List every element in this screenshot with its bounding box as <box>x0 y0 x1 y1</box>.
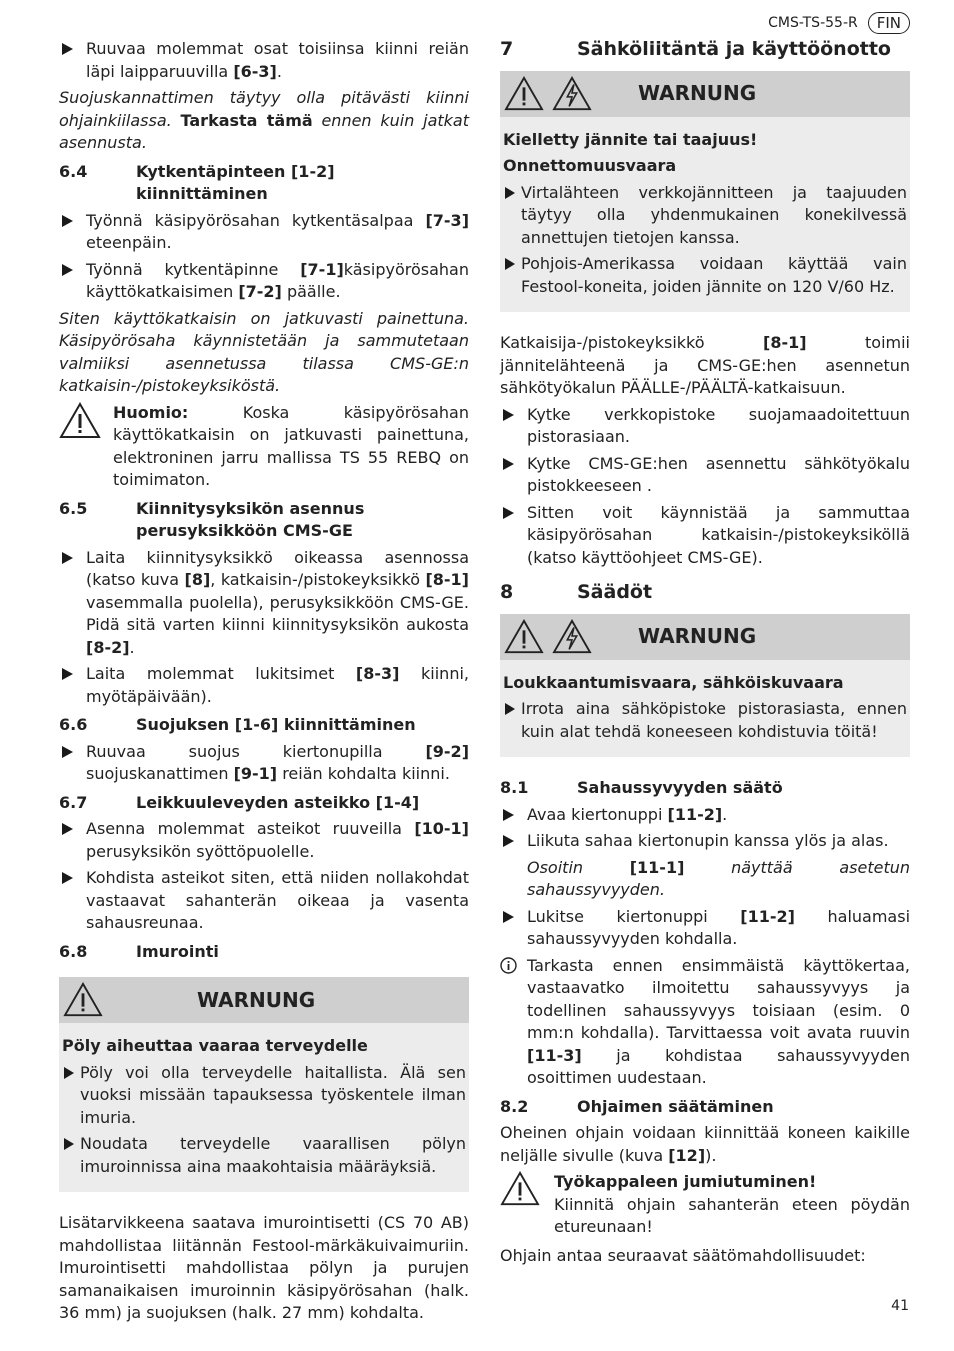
warning-triangle-icon <box>504 619 544 655</box>
info-note: Tarkasta ennen ensimmäistä käyttökertaa, vastaavatko ilmoitettu sahaussyvyys ja todellinen sahaussyvyys toisiaan (esim. 0 mm:n kohdalla). Tarvittaessa voit avata ruuvin [11-3] ja kohdistaa sahaussyvyyden osoittimen uudestaan. <box>500 955 910 1090</box>
warning-heading: Kielletty jännite tai taajuus! <box>503 129 758 149</box>
warning-subheading: Onnettomuusvaara <box>503 156 677 175</box>
list-item: Laita molemmat lukitsimet [8-3] kiinni, myötäpäivään). <box>59 663 469 708</box>
right-column <box>500 28 910 1271</box>
list-item: Noudata terveydelle vaarallisen pölyn imuroinnissa aina maakohtaisia määräyksiä. <box>62 1133 466 1178</box>
section-heading-6-7: 6.7 Leikkuuleveyden asteikko [1-4] <box>59 792 420 812</box>
list-item: Laita kiinnitysyksikkö oikeassa asennossa (katso kuva [8], katkaisin-/pistokeyksikkö [8-1] vasemmalla puolella), perusyksikköön CMS-GE. Pidä sitä varten kiinni kiinnitysyksikön aukosta [8-2]. <box>59 547 469 660</box>
list-item: Liikuta sahaa kiertonupin kanssa ylös ja alas. <box>500 830 910 853</box>
warning-triangle-icon <box>59 402 113 492</box>
paragraph: Lisätarvikkeena saatava imurointisetti (CS 70 AB) mahdollistaa liitännän Festool-märkäkuivaimuriin. Imurointisetti mahdollistaa pölyn ja purujen samanaikaisen imuroinnin käsipyörösahan (halk. 36 mm) ja suojuksen (halk. 27 mm) kohdalta. <box>59 1213 469 1322</box>
warning-box <box>500 614 910 758</box>
paragraph: Oheinen ohjain voidaan kiinnittää koneen kaikille neljälle sivulle (kuva [12]). <box>500 1123 910 1165</box>
section-heading-8: 8 Säädöt <box>500 581 653 603</box>
left-column <box>59 38 469 1329</box>
list-item: Asenna molemmat asteikot ruuveilla [10-1] perusyksikön syöttöpuolelle. <box>59 818 469 863</box>
list-item: Pöly voi olla terveydelle haitallista. Älä sen vuoksi missään tapauksessa työskentele ilman imuria. <box>62 1062 466 1130</box>
list-item: Kytke verkkopistoke suojamaadoitettuun pistorasiaan. <box>500 404 910 449</box>
warning-box <box>59 977 469 1192</box>
paragraph: Katkaisija-/pistokeyksikkö [8-1] toimii jännitelähteenä ja CMS-GE:hen asennetun sähkötyökalun PÄÄLLE-/PÄÄLTÄ-katkaisuun. <box>500 333 910 397</box>
paragraph: Ohjain antaa seuraavat säätömahdollisuudet: <box>500 1245 866 1265</box>
list-item: Ruuvaa suojus kiertonupilla [9-2] suojuskanattimen [9-1] reiän kohdalta kiinni. <box>59 741 469 786</box>
warning-header <box>59 977 469 1023</box>
list-item: Irrota aina sähköpistoke pistorasiasta, ennen kuin alat tehdä koneeseen kohdistuvia töitä! <box>503 698 907 743</box>
page-number: 41 <box>891 1297 909 1314</box>
section-heading-6-4: 6.4 Kytkentäpinteen [1-2] kiinnittäminen <box>59 161 335 203</box>
section-heading-7: 7 Sähköliitäntä ja käyttöönotto <box>500 38 891 60</box>
warning-header <box>500 614 910 660</box>
list-item: Kytke CMS-GE:hen asennettu sähkötyökalu pistokkeeseen . <box>500 453 910 498</box>
warning-triangle-icon <box>504 76 544 112</box>
language-badge: FIN <box>868 12 910 34</box>
section-heading-8-2: 8.2 Ohjaimen säätäminen <box>500 1096 774 1116</box>
paragraph: Suojuskannattimen täytyy olla pitävästi kiinni ohjainkiilassa. Tarkasta tämä ennen kuin jatkat asennusta. <box>59 88 469 152</box>
electric-hazard-icon <box>552 76 592 112</box>
warning-header <box>500 71 910 117</box>
list-item: Työnnä kytkentäpinne [7-1]käsipyörösahan käyttökatkaisimen [7-2] päälle. <box>59 259 469 304</box>
caution-note: Työkappaleen jumiutuminen! Kiinnitä ohjain sahanterän eteen pöydän etureunaan! <box>500 1171 910 1239</box>
warning-box <box>500 71 910 313</box>
sub-paragraph: Osoitin [11-1] näyttää asetetun sahaussyvyyden. <box>527 857 910 899</box>
warning-title: WARNUNG <box>197 987 316 1012</box>
warning-heading: Pöly aiheuttaa vaaraa terveydelle <box>62 1036 368 1055</box>
section-heading-8-1: 8.1 Sahaussyvyyden säätö <box>500 778 783 797</box>
doc-code: CMS-TS-55-R <box>768 15 858 31</box>
list-item: Kohdista asteikot siten, että niiden nollakohdat vastaavat sahanterän oikeaa ja vasenta sahausreunaa. <box>59 867 469 935</box>
list-item: Virtalähteen verkkojännitteen ja taajuuden täytyy olla yhdenmukainen konekilvessä annettujen tietojen kanssa. <box>503 182 907 250</box>
list-item: Työnnä käsipyörösahan kytkentäsalpaa [7-3] eteenpäin. <box>59 210 469 255</box>
warning-triangle-icon <box>500 1171 554 1239</box>
list-item: Ruuvaa molemmat osat toisiinsa kiinni reiän läpi laipparuuvilla [6-3]. <box>59 38 469 83</box>
list-item: Pohjois-Amerikassa voidaan käyttää vain Festool-koneita, joiden jännite on 120 V/60 Hz. <box>503 253 907 298</box>
section-heading-6-6: 6.6 Suojuksen [1-6] kiinnittäminen <box>59 715 416 734</box>
warning-triangle-icon <box>63 982 103 1018</box>
section-heading-6-5: 6.5 Kiinnitysyksikön asennus perusyksikköön CMS-GE <box>59 498 365 540</box>
caution-note: Huomio: Koska käsipyörösahan käyttökatkaisin on jatkuvasti painettuna, elektroninen jarru mallissa TS 55 REBQ on toimimaton. <box>59 402 469 492</box>
section-heading-6-8: 6.8 Imurointi <box>59 941 219 961</box>
list-item: Avaa kiertonuppi [11-2]. <box>500 804 910 827</box>
warning-title: WARNUNG <box>638 624 757 649</box>
warning-title: WARNUNG <box>638 81 757 106</box>
electric-hazard-icon <box>552 619 592 655</box>
paragraph: Siten käyttökatkaisin on jatkuvasti painettuna. Käsipyörösaha käynnistetään ja sammutetaan valmiiksi asennetussa tilassa CMS-GE:n katkaisin-/pistokeyksiköstä. <box>59 308 469 395</box>
list-item: Lukitse kiertonuppi [11-2] haluamasi sahaussyvyyden kohdalla. <box>500 906 910 951</box>
warning-heading: Loukkaantumisvaara, sähköiskuvaara <box>503 672 844 692</box>
info-icon <box>500 957 517 981</box>
list-item: Sitten voit käynnistää ja sammuttaa käsipyörösahan katkaisin-/pistokeyksiköllä (katso käyttöohjeet CMS-GE). <box>500 502 910 570</box>
